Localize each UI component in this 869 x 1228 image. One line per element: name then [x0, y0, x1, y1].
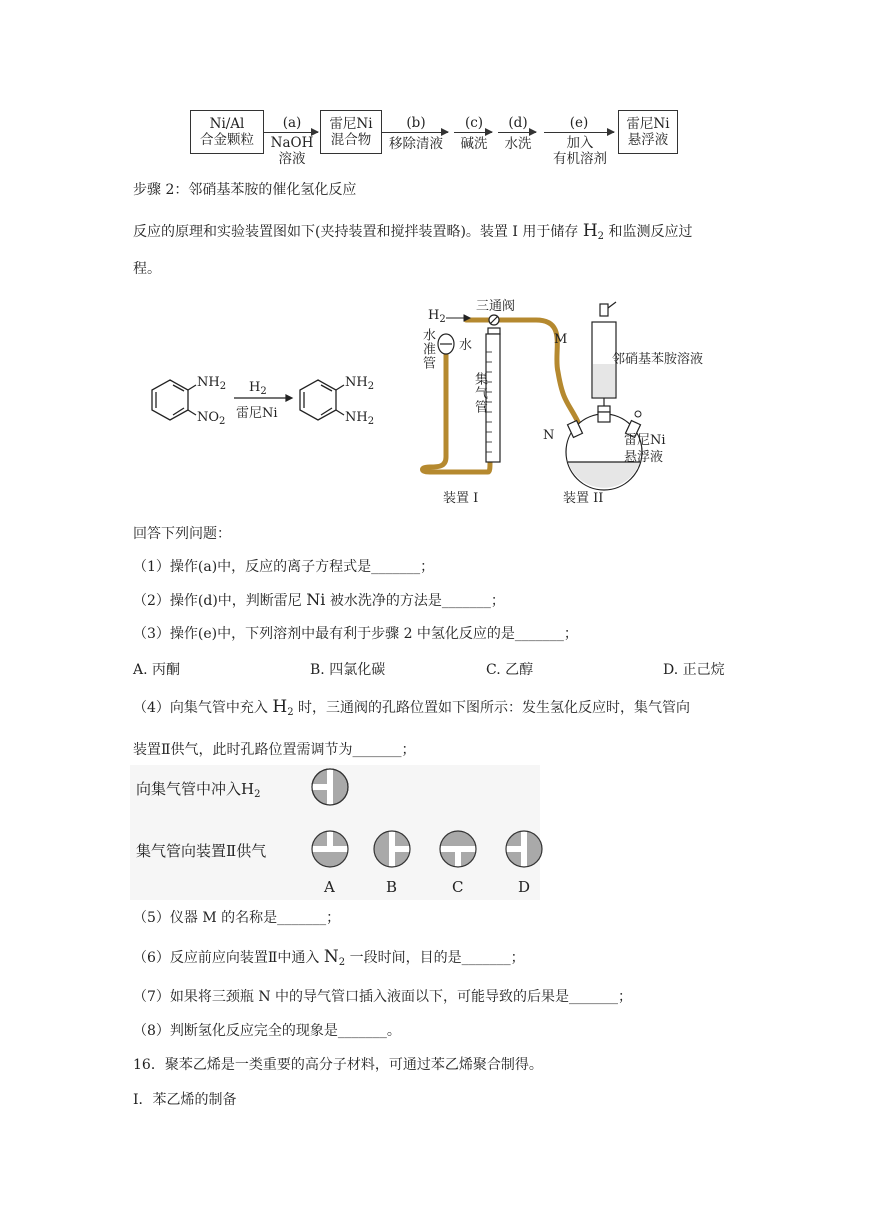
question-1: （1）操作(a)中，反应的离子方程式是_______； — [133, 559, 435, 575]
question-text: 一段时间，目的是_______； — [345, 950, 525, 966]
intro-paragraph — [133, 221, 692, 242]
suspension-line: 雷尼Ni — [624, 433, 666, 448]
valve-option-b-icon — [374, 831, 410, 867]
benzene-ring-product — [300, 380, 344, 420]
device1-caption: 装置 I — [443, 491, 479, 506]
step2-title: 步骤 2：邻硝基苯胺的催化氢化反应 — [133, 182, 357, 198]
flow-box-line: 混合物 — [330, 132, 372, 148]
intro-h2-sub: 2 — [597, 231, 605, 242]
arrow-catalyst: 雷尼Ni — [236, 406, 278, 421]
question-4-cont: 装置Ⅱ供气，此时孔路位置需调节为_______； — [133, 742, 416, 758]
flow-step-a-top: (a) — [282, 115, 302, 131]
option-a: A. 丙酮 — [133, 662, 181, 678]
chem-text: H — [249, 380, 261, 395]
chem-sub: 2 — [439, 314, 446, 325]
question-16: 16．聚苯乙烯是一类重要的高分子材料，可通过苯乙烯聚合制得。 — [133, 1057, 543, 1073]
question-text: （2）操作(d)中，判断雷尼 — [133, 593, 307, 609]
flow-step-e-top: (e) — [569, 115, 589, 131]
suspension-label — [624, 432, 666, 466]
flow-box-line: 合金颗粒 — [200, 132, 254, 148]
flow-step-d-bottom: 水洗 — [504, 136, 532, 152]
reactant-nh2 — [197, 375, 226, 390]
chem-sub: 2 — [367, 381, 375, 392]
h2-inlet-arrow — [446, 315, 470, 321]
flow-step-label: 加入 — [566, 135, 594, 151]
flow-arrow — [382, 132, 448, 133]
stir-bar-icon — [635, 411, 641, 417]
leveling-tube-label: 水准管 — [420, 328, 435, 370]
section-heading: Ⅰ．苯乙烯的制备 — [133, 1092, 237, 1108]
option-b: B. 四氯化碳 — [310, 662, 386, 678]
chem-text: NO — [197, 410, 220, 425]
chem-sub: 2 — [219, 416, 226, 427]
leveling-tube — [438, 334, 454, 354]
apparatus-h2-label — [428, 308, 446, 323]
flow-step-b-bottom: 移除清液 — [389, 136, 443, 152]
valve-letter-b: B — [386, 878, 398, 896]
valve-option-c-icon — [440, 831, 476, 867]
flow-box-mixture — [320, 110, 382, 154]
product-nh2-bottom — [345, 410, 374, 425]
valve-given-icon — [312, 769, 348, 805]
suspension-line: 悬浮液 — [624, 450, 664, 465]
flow-step-c-bottom: 碱洗 — [460, 136, 488, 152]
question-n2-sub: 2 — [338, 957, 346, 968]
question-text: （4）向集气管中充入 — [133, 700, 273, 716]
flow-step-b-top: (b) — [406, 115, 426, 131]
gas-tube-label: 集气管 — [472, 372, 487, 414]
chem-text: H — [428, 308, 440, 323]
intro-text: 反应的原理和实验装置图如下(夹持装置和搅拌装置略)。装置 I 用于储存 — [133, 224, 583, 240]
question-3: （3）操作(e)中，下列溶剂中最有利于步骤 2 中氢化反应的是_______； — [133, 626, 578, 642]
reactant-no2 — [197, 410, 225, 425]
valve-label: 三通阀 — [476, 299, 516, 314]
valve-letter-c: C — [452, 878, 464, 896]
n-label: N — [543, 428, 555, 443]
question-text: 时，三通阀的孔路位置如下图所示：发生氢化反应时，集气管向 — [293, 700, 691, 716]
chem-text: NH — [345, 375, 368, 390]
flow-box-line: Ni/Al — [209, 116, 245, 132]
flow-box-ni-al — [190, 110, 264, 154]
question-6 — [133, 947, 525, 968]
chem-text: NH — [197, 375, 220, 390]
valve-letter-a: A — [324, 878, 335, 896]
arrow-reagent-h2 — [249, 380, 267, 395]
three-way-valve — [488, 315, 500, 334]
flow-box-line: 雷尼Ni — [329, 116, 373, 132]
flow-box-line: 悬浮液 — [627, 132, 669, 148]
valve-option-d-icon — [506, 831, 542, 867]
product-nh2-top — [345, 375, 374, 390]
flow-arrow — [544, 132, 614, 133]
question-n2: N — [323, 947, 339, 967]
question-4 — [133, 697, 690, 718]
flow-step-e-bottom — [540, 135, 620, 167]
solution-label: 邻硝基苯胺溶液 — [612, 352, 704, 367]
question-8: （8）判断氢化反应完全的现象是_______。 — [133, 1023, 401, 1039]
reaction-scheme — [140, 360, 380, 440]
valve-row2-label: 集气管向装置Ⅱ供气 — [136, 842, 267, 860]
valve-letter-d: D — [518, 878, 531, 896]
chem-sub: 2 — [219, 381, 227, 392]
flow-step-label: 溶液 — [278, 151, 306, 167]
flow-arrow — [454, 132, 492, 133]
chem-text: NH — [345, 410, 368, 425]
intro-paragraph-cont: 程。 — [133, 261, 161, 277]
intro-text: 和监测反应过 — [604, 224, 693, 240]
valve-row-sub: 2 — [254, 789, 261, 800]
flow-step-label: 有机溶剂 — [553, 151, 607, 167]
flow-step-d-top: (d) — [508, 115, 528, 131]
water-label: 水 — [459, 338, 473, 353]
benzene-ring-reactant — [152, 380, 196, 420]
question-2 — [133, 590, 505, 611]
question-5: （5）仪器 M 的名称是_______； — [133, 910, 341, 926]
valve-diagrams — [300, 765, 550, 900]
flow-step-c-top: (c) — [464, 115, 484, 131]
flow-arrow — [264, 132, 318, 133]
flow-arrow — [498, 132, 536, 133]
valve-row-text: 向集气管中冲入H — [136, 780, 255, 798]
question-text: （6）反应前应向装置Ⅱ中通入 — [133, 950, 324, 966]
question-text: 被水洗净的方法是_______； — [325, 593, 505, 609]
flow-box-suspension — [618, 110, 678, 154]
valve-option-a-icon — [312, 831, 348, 867]
option-c: C. 乙醇 — [486, 662, 534, 678]
chem-sub: 2 — [260, 386, 267, 397]
m-label: M — [554, 332, 568, 347]
question-h2-sub: 2 — [287, 707, 294, 718]
chem-sub: 2 — [367, 416, 375, 427]
flow-step-label: NaOH — [270, 135, 314, 151]
intro-h2: H — [582, 221, 598, 241]
question-h2: H — [272, 697, 288, 717]
answer-prompt: 回答下列问题： — [133, 526, 231, 542]
question-ni: Ni — [306, 590, 326, 609]
question-7: （7）如果将三颈瓶 N 中的导气管口插入液面以下，可能导致的后果是_______； — [133, 989, 633, 1005]
option-d: D. 正己烷 — [663, 662, 725, 678]
device2-caption: 装置 II — [563, 491, 604, 506]
valve-row1-label — [136, 778, 260, 799]
flow-box-line: 雷尼Ni — [626, 116, 670, 132]
flow-step-a-bottom — [264, 135, 320, 167]
apparatus-figure — [418, 292, 738, 492]
